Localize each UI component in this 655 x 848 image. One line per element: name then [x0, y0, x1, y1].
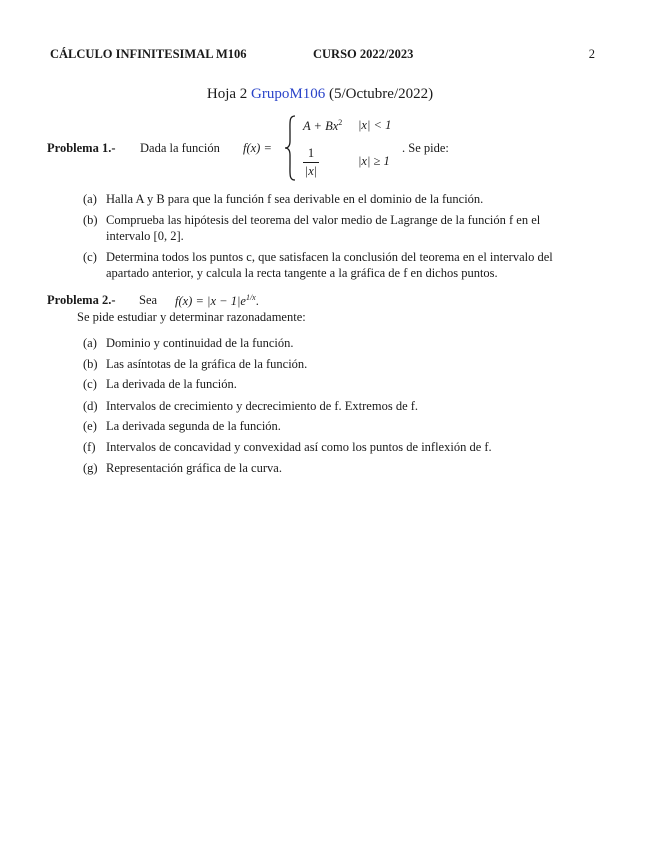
sheet-date: (5/Octubre/2022)	[325, 86, 434, 102]
item-text: La derivada de la función.	[106, 377, 237, 391]
fraction-denominator: |x|	[304, 164, 318, 178]
fraction-numerator: 1	[303, 146, 319, 163]
item-label: (e)	[83, 419, 97, 433]
item-text: Intervalos de crecimiento y decrecimiento de f. Extremos de f.	[106, 399, 419, 413]
item-label: (g)	[83, 461, 98, 475]
problem2-label: Problema 2.-	[47, 293, 116, 307]
item-text: Intervalos de concavidad y convexidad así como los puntos de inflexión de f.	[106, 440, 492, 454]
page-number: 2	[588, 47, 595, 61]
item-label: (c)	[83, 377, 97, 391]
course-year: CURSO 2022/2023	[313, 47, 414, 61]
case1-condition: |x| < 1	[358, 118, 392, 132]
item-label: (f)	[83, 440, 96, 454]
item-label: (c)	[83, 250, 97, 264]
group-link[interactable]: GrupoM106	[251, 86, 326, 102]
item-text: Comprueba las hipótesis del teorema del valor medio de Lagrange de la función f en el	[106, 213, 541, 227]
case2-fraction	[303, 146, 319, 179]
item-text-cont: intervalo [0, 2].	[106, 229, 184, 243]
item-label: (b)	[83, 357, 98, 371]
problem2-subtitle: Se pide estudiar y determinar razonadamente:	[77, 310, 306, 324]
problem1-tail: . Se pide:	[402, 141, 449, 155]
problem2-intro: Sea	[139, 293, 158, 307]
sheet-prefix: Hoja 2	[206, 86, 252, 102]
item-text: Determina todos los puntos c, que satisfacen la conclusión del teorema en el intervalo del	[106, 250, 553, 264]
item-text: Las asíntotas de la gráfica de la función.	[106, 357, 308, 371]
problem1-intro: Dada la función	[140, 141, 220, 155]
function-lhs: f(x) =	[243, 141, 272, 155]
case2-condition: |x| ≥ 1	[358, 154, 390, 168]
item-text: Halla A y B para que la función f sea derivable en el dominio de la función.	[106, 192, 484, 206]
problem2-function: $f(x) = |x - 1|e^{1/x}$.	[175, 293, 259, 309]
item-text-cont: apartado anterior, y calcula la recta tangente a la gráfica de f en dichos puntos.	[106, 266, 498, 280]
sheet-title	[0, 86, 640, 103]
problem1-label: Problema 1.-	[47, 141, 116, 155]
item-label: (b)	[83, 213, 98, 227]
item-text: Representación gráfica de la curva.	[106, 461, 282, 475]
left-brace-icon	[283, 114, 297, 182]
item-label: (a)	[83, 336, 97, 350]
item-text: Dominio y continuidad de la función.	[106, 336, 294, 350]
item-label: (a)	[83, 192, 97, 206]
item-label: (d)	[83, 399, 98, 413]
case1-expression: $A + Bx^2$	[303, 118, 343, 134]
course-title: CÁLCULO INFINITESIMAL M106	[50, 47, 247, 61]
page-header	[50, 47, 595, 65]
item-text: La derivada segunda de la función.	[106, 419, 281, 433]
